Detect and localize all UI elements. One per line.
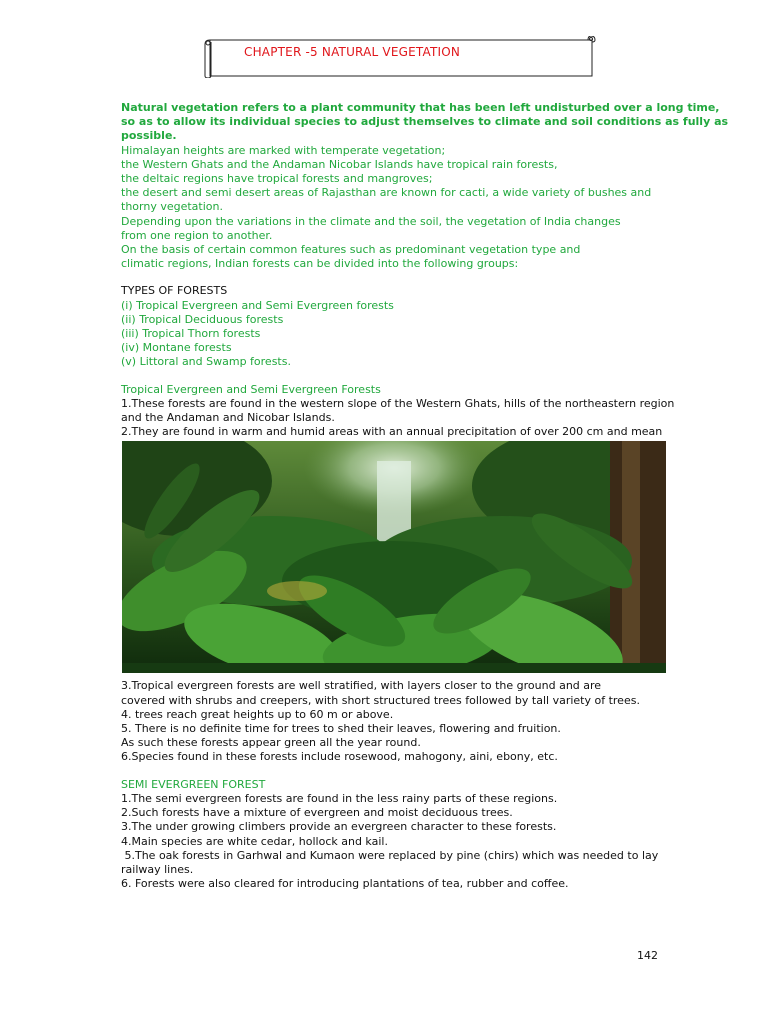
page-content xyxy=(121,101,729,891)
text-line: 2.They are found in warm and humid areas with an annual precipitation of over 200 cm and mean xyxy=(121,425,663,439)
text-line: the Western Ghats and the Andaman Nicobar Islands have tropical rain forests, xyxy=(121,157,558,171)
semi-evergreen-section xyxy=(121,778,661,892)
text-line: 1.The semi evergreen forests are found in the less rainy parts of these regions. xyxy=(121,791,558,805)
text-line: thorny vegetation. xyxy=(121,200,223,214)
text-line: As such these forests appear green all the year round. xyxy=(121,736,421,750)
text-line: and the Andaman and Nicobar Islands. xyxy=(121,411,335,425)
text-line: from one region to another. xyxy=(121,228,273,242)
list-item: (v) Littoral and Swamp forests. xyxy=(121,355,291,369)
section-heading: Tropical Evergreen and Semi Evergreen Forests xyxy=(121,382,381,396)
text-line: On the basis of certain common features such as predominant vegetation type and xyxy=(121,243,581,257)
text-line: railway lines. xyxy=(121,862,194,876)
text-line: Himalayan heights are marked with temperate vegetation; xyxy=(121,143,446,157)
list-item: (ii) Tropical Deciduous forests xyxy=(121,312,284,326)
list-item: (i) Tropical Evergreen and Semi Evergreen forests xyxy=(121,298,394,312)
section-heading: TYPES OF FORESTS xyxy=(121,284,228,298)
list-item: (iii) Tropical Thorn forests xyxy=(121,327,261,341)
chapter-banner xyxy=(204,36,596,78)
forest-types-list xyxy=(121,284,661,369)
text-line: so as to allow its individual species to adjust themselves to climate and soil conditions as fully as xyxy=(121,115,729,129)
text-line: 3.Tropical evergreen forests are well stratified, with layers closer to the ground and are xyxy=(121,679,602,693)
text-line: 6.Species found in these forests include rosewood, mahogony, aini, ebony, etc. xyxy=(121,750,558,764)
text-line: the deltaic regions have tropical forests and mangroves; xyxy=(121,172,433,186)
text-line: 5. There is no definite time for trees to shed their leaves, flowering and fruition. xyxy=(121,722,561,736)
text-line: the desert and semi desert areas of Rajasthan are known for cacti, a wide variety of bushes and xyxy=(121,186,652,200)
text-line: 3.The under growing climbers provide an evergreen character to these forests. xyxy=(121,820,557,834)
text-line: covered with shrubs and creepers, with short structured trees followed by tall variety of trees. xyxy=(121,693,640,707)
rainforest-photo xyxy=(122,441,666,673)
text-line: 4. trees reach great heights up to 60 m or above. xyxy=(121,707,394,721)
page-number: 142 xyxy=(637,949,658,962)
text-line: 4.Main species are white cedar, hollock and kail. xyxy=(121,834,388,848)
text-line: 5.The oak forests in Garhwal and Kumaon were replaced by pine (chirs) which was needed to lay xyxy=(121,848,659,862)
text-line: 2.Such forests have a mixture of evergreen and moist deciduous trees. xyxy=(121,806,513,820)
text-line: Depending upon the variations in the climate and the soil, the vegetation of India changes xyxy=(121,214,621,228)
section-heading: SEMI EVERGREEN FOREST xyxy=(121,777,266,791)
text-line: Natural vegetation refers to a plant community that has been left undisturbed over a long time, xyxy=(121,101,720,114)
text-line: climatic regions, Indian forests can be divided into the following groups: xyxy=(121,257,519,271)
chapter-title: CHAPTER -5 NATURAL VEGETATION xyxy=(244,45,461,59)
tropical-section xyxy=(121,382,675,765)
text-line: possible. xyxy=(121,129,177,143)
text-line: 6. Forests were also cleared for introducing plantations of tea, rubber and coffee. xyxy=(121,877,569,891)
list-item: (iv) Montane forests xyxy=(121,341,232,355)
text-line: 1.These forests are found in the western slope of the Western Ghats, hills of the northeastern region xyxy=(121,396,675,410)
intro-paragraph xyxy=(121,144,661,272)
intro-definition xyxy=(121,101,729,144)
